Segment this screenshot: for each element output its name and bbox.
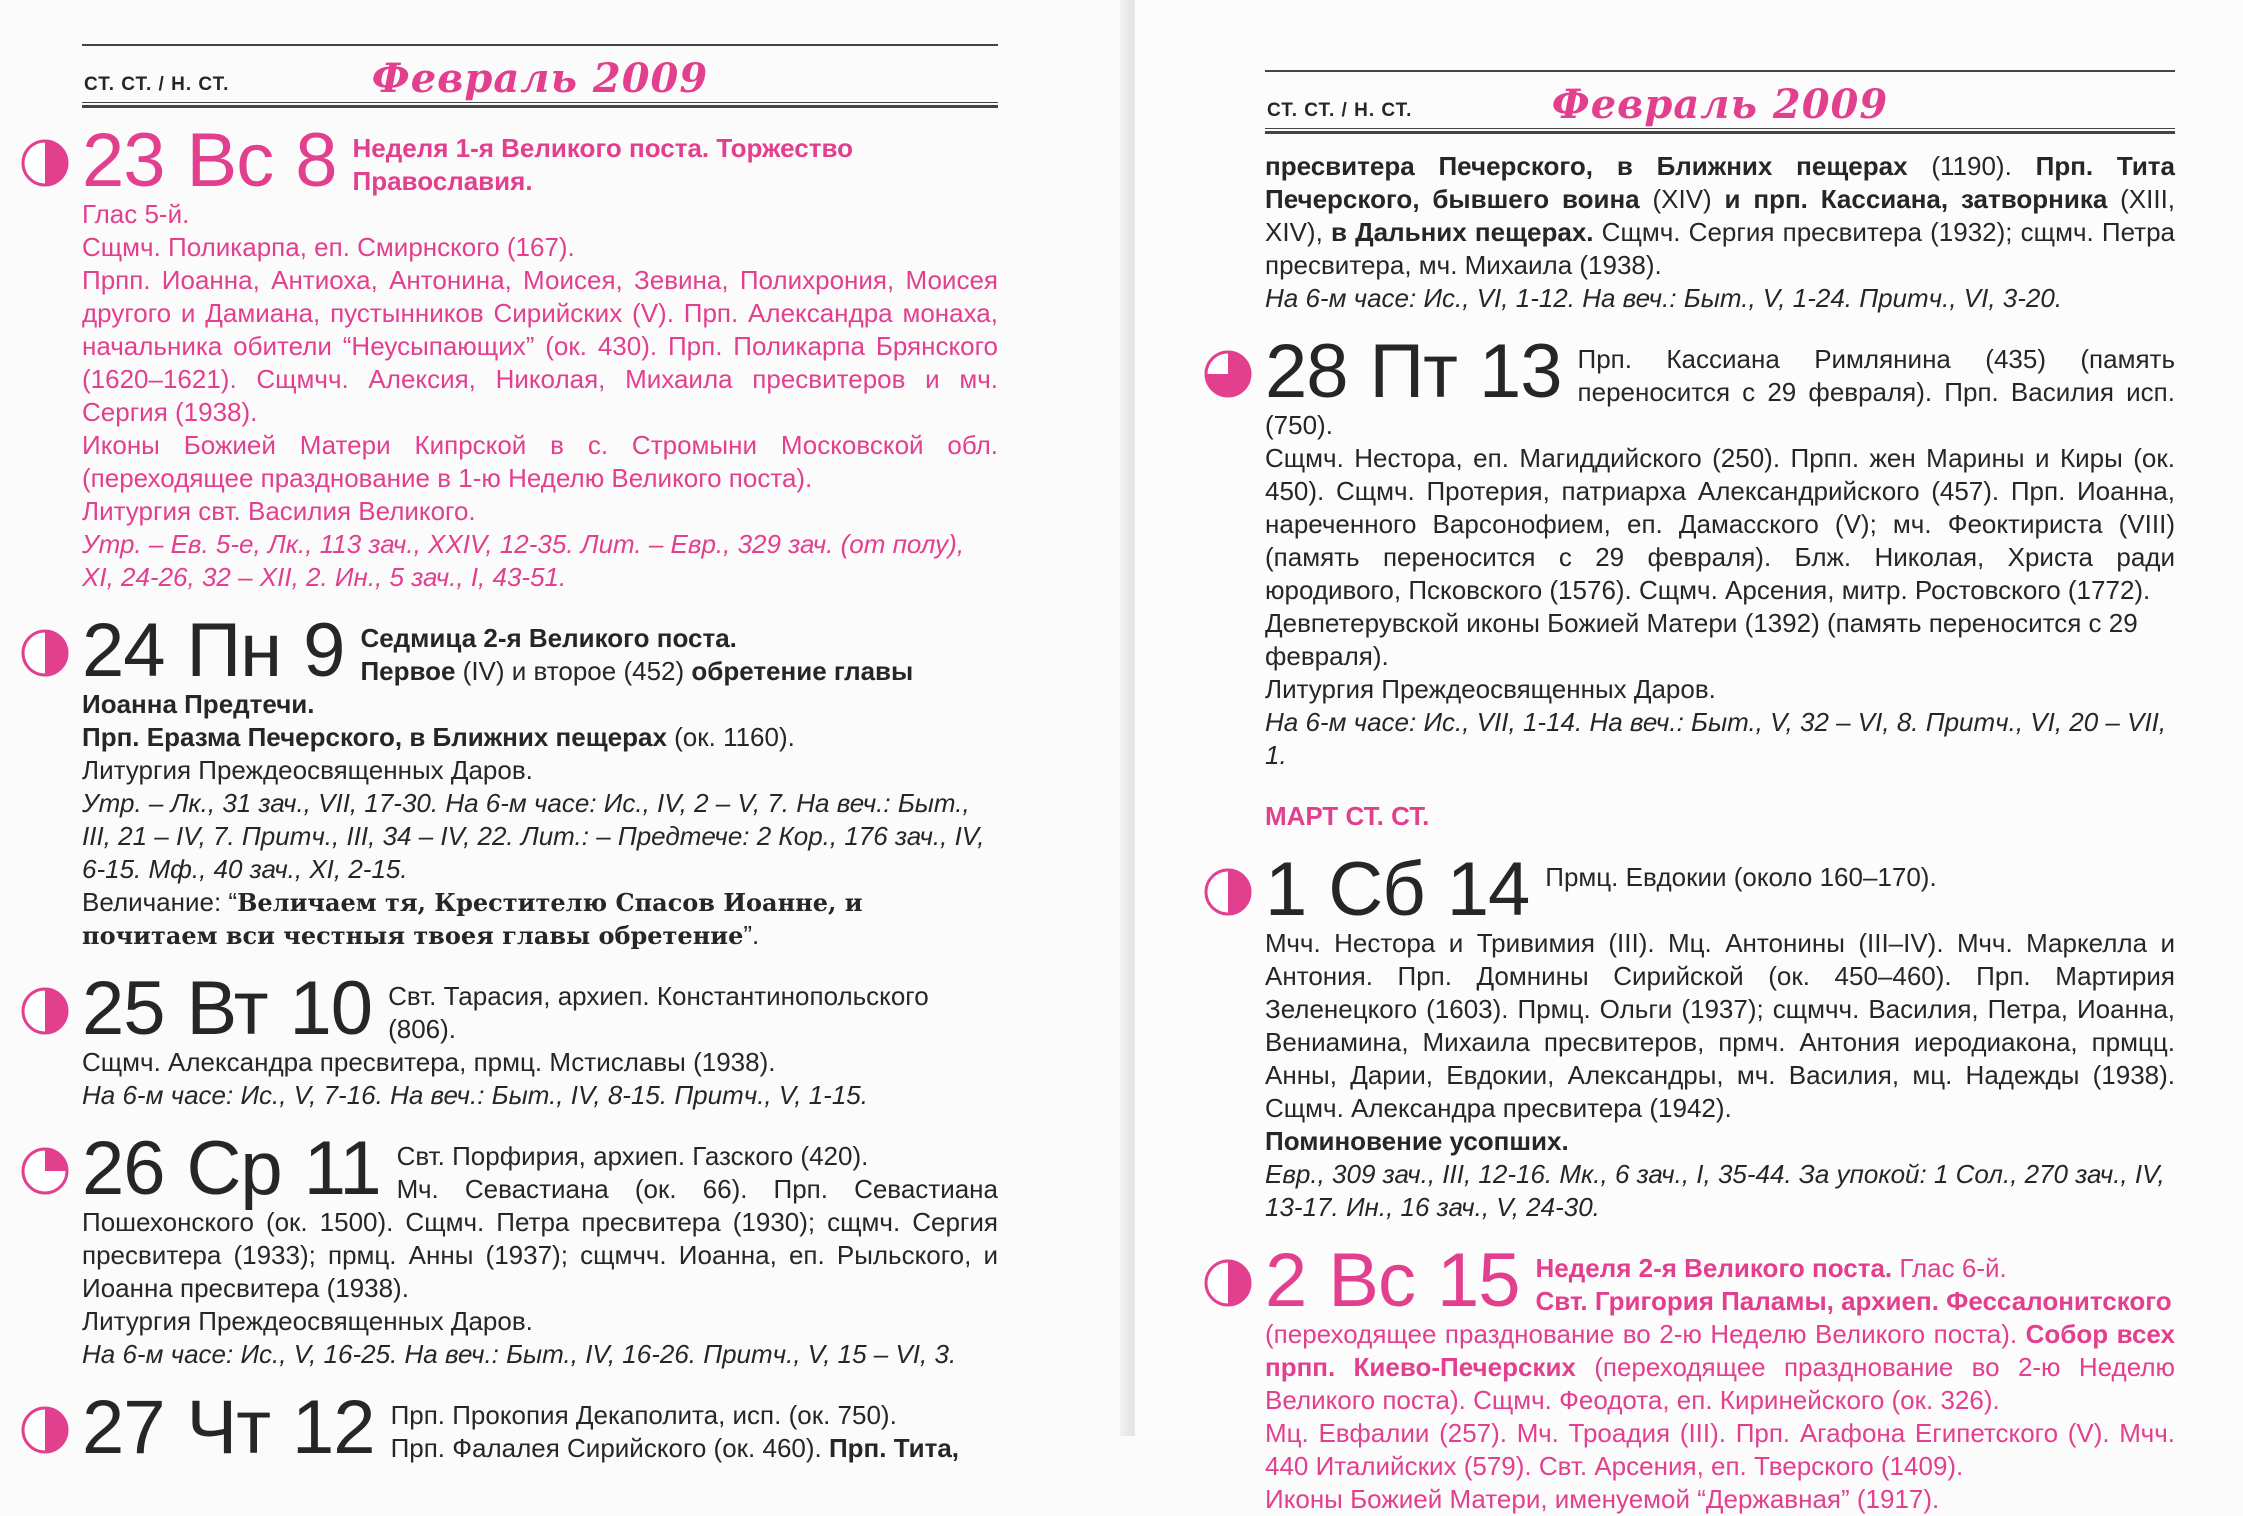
date-number: 24 Пн 9 [82,608,345,693]
page-header-right [1265,70,2175,134]
date-number: 25 Вт 10 [82,966,373,1051]
month-title: Февраль 2009 [1551,81,1889,128]
day-entry-26 [82,1126,998,1371]
commemoration: Мч. Севастиана (ок. 66). Прп. Севастиана Пошехонского (ок. 1500). Сщмч. Петра пресвитера (1930); сщмч. Сергия пресвитера (1933); прмц. Анны (1937); сщмчч. Иоанна, еп. Рыльского, и Иоанна пресвитера (1938). [82,1174,998,1303]
week-title: Седмица 2-я Великого поста. [360,623,737,653]
continuation-27 [1265,150,2175,315]
readings: Утр. – Лк., 31 зач., VII, 17-30. На 6-м часе: Ис., IV, 2 – V, 7. На веч.: Быт., III, 21 – IV, 7. Притч., III, 34 – IV, 22. Лит.: – Предтече: 2 Кор., 176 зач., IV, 6-15. Мф., 40 зач., XI, 2-15. [82,788,985,884]
commemoration: Прмц. Евдокии (около 160–170). [1545,862,1937,892]
day-entry-2 [1265,1238,2175,1516]
tone: Глас 5-й. [82,199,190,229]
commemoration: Сщмч. Александра пресвитера, прмц. Мстиславы (1938). [82,1047,776,1077]
readings: На 6-м часе: Ис., VI, 1-12. На веч.: Быт., V, 1-24. Притч., VI, 3-20. [1265,283,2063,313]
commemoration: пресвитера Печерского, в Ближних пещерах (1190). Прп. Тита Печерского, бывшего воина (XIV) и прп. Кассиана, затворника (XIII, XIV), в Дальних пещерах. Сщмч. Сергия пресвитера (1932); сщмч. Петра пресвитера, мч. Михаила (1938). [1265,151,2176,280]
left-page [0,0,1125,1470]
left-column [82,118,998,1470]
day-entry-1 [1265,847,2175,1224]
commemoration: Мчч. Нестора и Тривимия (III). Мц. Антонины (III–IV). Мчч. Маркелла и Антония. Прп. Домнины Сирийской (ок. 450–460). Прп. Мартирия Зеленецкого (1603). Прмц. Ольги (1937); сщмчч. Василия, Петра, Иоанна, Вениамина, Михаила пресвитеров, прмч. Антония иеродиакона, прмцц. Анны, Дарии, Евдокии, Александры, мч. Василия, мц. Надежды (1938). Сщмч. Александра пресвитера (1942). [1265,928,2175,1123]
day-entry-25 [82,966,998,1112]
commemoration: Прпп. Иоанна, Антиоха, Антонина, Моисея, Зевина, Полихрония, Моисея другого и Дамиана, пустынников Сирийских (V). Прп. Александра монаха, начальника обители “Неусыпающих” (ок. 430). Прп. Поликарпа Брянского (1620–1621). Сщмчч. Алексия, Николая, Михаила пресвитеров и мч. Сергия (1938). [82,265,998,427]
liturgy-note: Литургия свт. Василия Великого. [82,496,476,526]
liturgy-note: Литургия Преждеосвященных Даров. [82,755,533,785]
moon-phase-icon [20,138,70,188]
moon-phase-icon [20,986,70,1036]
liturgy-note: Литургия Преждеосвященных Даров. [82,1306,533,1336]
moon-phase-icon [20,1405,70,1455]
liturgy-note: Литургия Преждеосвященных Даров. [1265,674,1716,704]
magnification: Величание: “Величаем тя, Крестителю Спасов Иоанне, и почитаем вси честныя твоея главы обретение”. [82,887,863,950]
icon-commemoration: Девпетерувской иконы Божией Матери (1392) (память переносится с 29 февраля). [1265,608,2138,671]
readings: На 6-м часе: Ис., V, 16-25. На веч.: Быт., IV, 16-26. Притч., V, 15 – VI, 3. [82,1339,957,1369]
moon-phase-icon [1203,1258,1253,1308]
calendar-style-label: СТ. СТ. / Н. СТ. [84,74,230,95]
month-title: Февраль 2009 [371,55,709,102]
commemoration: Прп. Еразма Печерского, в Ближних пещерах (ок. 1160). [82,722,795,752]
moon-phase-icon [20,1146,70,1196]
readings: Утр. – Ев. 5-е, Лк., 113 зач., XXIV, 12-35. Лит. – Евр., 329 зач. (от полу), XI, 24-26, 32 – XII, 2. Ин., 5 зач., I, 43-51. [82,529,965,592]
moon-phase-icon [1203,867,1253,917]
readings: На 6-м часе: Ис., V, 7-16. На веч.: Быт., IV, 8-15. Притч., V, 1-15. [82,1080,868,1110]
day-entry-23 [82,118,998,594]
commemoration: Сщмч. Нестора, еп. Магиддийского (250). Прпп. жен Марины и Киры (ок. 450). Сщмч. Протерия, патриарха Александрийского (457). Прп. Иоанна, нареченного Варсонофием, еп. Дамасского (V); мч. Феоктириста (VIII) (память переносится с 29 февраля). Блж. Николая, Христа ради юродивого, Псковского (1576). Сщмч. Арсения, митр. Ростовского (1772). [1265,443,2175,605]
right-column [1265,150,2175,1516]
moon-phase-icon [20,628,70,678]
commemoration: Мц. Евфалии (257). Мч. Троадия (III). Прп. Агафона Египетского (V). Мчч. 440 Италийских (579). Свт. Арсения, еп. Тверского (1409). [1265,1418,2175,1481]
commemoration: Свт. Тарасия, архиеп. Константинопольского (806). [388,981,929,1044]
moon-phase-icon [1203,349,1253,399]
section-heading-march: МАРТ СТ. СТ. [1265,801,1430,831]
commemoration: Прп. Фалалея Сирийского (ок. 460). Прп. Тита, [390,1433,959,1463]
calendar-style-label: СТ. СТ. / Н. СТ. [1267,100,1413,121]
commemoration: Сщмч. Поликарпа, еп. Смирнского (167). [82,232,575,262]
date-number: 26 Ср 11 [82,1126,381,1211]
commemoration: (переходящее празднование во 2-ю Неделю Великого поста). Собор всех прпп. Киево-Печерских (переходящее празднование во 2-ю Неделю Великого поста). Сщмч. Феодота, еп. Киринейского (ок. 326). [1265,1319,2175,1415]
page-header-left [82,44,998,108]
date-number: 1 Сб 14 [1265,847,1530,932]
feast-title: Неделя 1-я Великого поста. Торжество Православия. [352,133,853,196]
date-number: 28 Пт 13 [1265,329,1562,414]
feast-title: Первое (IV) и второе (452) обретение главы Иоанна Предтечи. [82,656,914,719]
date-number: 27 Чт 12 [82,1385,375,1470]
commemoration: Свт. Порфирия, архиеп. Газского (420). [396,1141,869,1171]
feast-title: Свт. Григория Паламы, архиеп. Фессалонитского [1535,1286,2172,1316]
date-number: 2 Вс 15 [1265,1238,1520,1323]
icon-commemoration: Иконы Божией Матери, именуемой “Державная” (1917). [1265,1484,1940,1514]
commemoration: Прп. Прокопия Декаполита, исп. (ок. 750). [390,1400,897,1430]
date-number: 23 Вс 8 [82,118,337,203]
readings: Евр., 309 зач., III, 12-16. Мк., 6 зач., I, 35-44. За упокой: 1 Сол., 270 зач., IV, 13-17. Ин., 16 зач., V, 24-30. [1265,1159,2165,1222]
day-entry-27 [82,1385,998,1470]
memorial-note: Поминовение усопших. [1265,1126,1569,1156]
day-entry-24 [82,608,998,952]
day-entry-28 [1265,329,2175,772]
readings: На 6-м часе: Ис., VII, 1-14. На веч.: Быт., V, 32 – VI, 8. Притч., VI, 20 – VII, 1. [1265,707,2167,770]
feast-title: Неделя 2-я Великого поста. Глас 6-й. [1535,1253,2007,1283]
right-page [1135,0,2243,1514]
commemoration: Прп. Кассиана Римлянина (435) (память переносится с 29 февраля). Прп. Василия исп. (750). [1265,344,2175,440]
icon-commemoration: Иконы Божией Матери Кипрской в с. Стромыни Московской обл. (переходящее празднование в 1-ю Неделю Великого поста). [82,430,998,493]
